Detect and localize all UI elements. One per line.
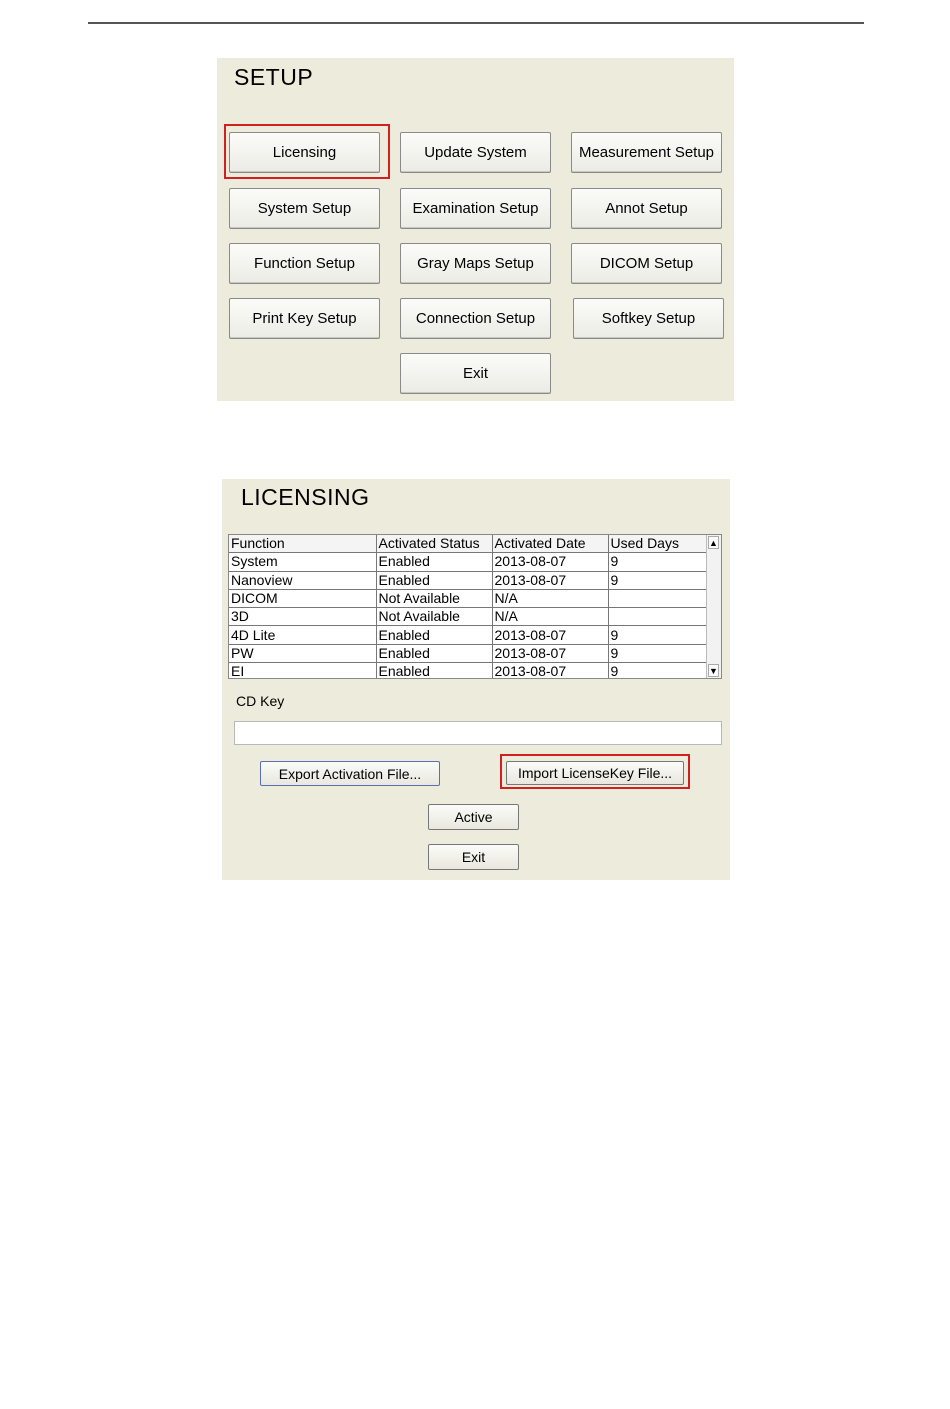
table-scrollbar[interactable] xyxy=(706,535,721,678)
scroll-up-arrow-icon[interactable]: ▲ xyxy=(709,538,718,548)
cell-status: Not Available xyxy=(376,589,492,607)
page-top-rule xyxy=(88,22,864,24)
column-header-activated-status: Activated Status xyxy=(376,535,492,553)
cell-used-days: 9 xyxy=(608,553,709,571)
cell-used-days: 9 xyxy=(608,663,709,679)
cell-used-days xyxy=(608,608,709,626)
annot-setup-button[interactable]: Annot Setup xyxy=(571,188,722,229)
table-row[interactable] xyxy=(229,644,709,662)
cell-date: N/A xyxy=(492,589,608,607)
table-row[interactable] xyxy=(229,626,709,644)
table-row[interactable] xyxy=(229,589,709,607)
gray-maps-setup-button[interactable]: Gray Maps Setup xyxy=(400,243,551,284)
measurement-setup-button[interactable]: Measurement Setup xyxy=(571,132,722,173)
license-table-header-row xyxy=(229,535,709,553)
table-row[interactable] xyxy=(229,663,709,679)
active-button[interactable]: Active xyxy=(428,804,519,830)
cell-function: DICOM xyxy=(229,589,376,607)
update-system-button[interactable]: Update System xyxy=(400,132,551,173)
scroll-down-arrow-icon[interactable]: ▼ xyxy=(709,666,718,676)
cell-status: Enabled xyxy=(376,553,492,571)
cell-status: Enabled xyxy=(376,626,492,644)
cell-function: PW xyxy=(229,644,376,662)
cell-used-days: 9 xyxy=(608,571,709,589)
cell-date: 2013-08-07 xyxy=(492,626,608,644)
system-setup-button[interactable]: System Setup xyxy=(229,188,380,229)
licensing-title: LICENSING xyxy=(241,484,370,510)
setup-exit-button[interactable]: Exit xyxy=(400,353,551,394)
cell-date: 2013-08-07 xyxy=(492,644,608,662)
column-header-function: Function xyxy=(229,535,376,553)
column-header-activated-date: Activated Date xyxy=(492,535,608,553)
cell-function: 4D Lite xyxy=(229,626,376,644)
licensing-button[interactable]: Licensing xyxy=(229,132,380,173)
function-setup-button[interactable]: Function Setup xyxy=(229,243,380,284)
connection-setup-button[interactable]: Connection Setup xyxy=(400,298,551,339)
cd-key-label: CD Key xyxy=(236,693,285,709)
cell-used-days xyxy=(608,589,709,607)
table-row[interactable] xyxy=(229,553,709,571)
print-key-setup-button[interactable]: Print Key Setup xyxy=(229,298,380,339)
cell-function: System xyxy=(229,553,376,571)
cell-used-days: 9 xyxy=(608,644,709,662)
cell-function: Nanoview xyxy=(229,571,376,589)
table-row[interactable] xyxy=(229,571,709,589)
cell-status: Enabled xyxy=(376,644,492,662)
cell-function: EI xyxy=(229,663,376,679)
dicom-setup-button[interactable]: DICOM Setup xyxy=(571,243,722,284)
cell-status: Enabled xyxy=(376,663,492,679)
cell-function: 3D xyxy=(229,608,376,626)
cell-date: N/A xyxy=(492,608,608,626)
column-header-used-days: Used Days xyxy=(608,535,709,553)
import-licensekey-file-button[interactable]: Import LicenseKey File... xyxy=(506,761,684,785)
cell-status: Enabled xyxy=(376,571,492,589)
setup-title: SETUP xyxy=(234,64,314,90)
softkey-setup-button[interactable]: Softkey Setup xyxy=(573,298,724,339)
cd-key-input[interactable] xyxy=(234,721,722,745)
cell-date: 2013-08-07 xyxy=(492,571,608,589)
examination-setup-button[interactable]: Examination Setup xyxy=(400,188,551,229)
export-activation-file-button[interactable]: Export Activation File... xyxy=(260,761,440,786)
license-table[interactable] xyxy=(228,534,722,679)
cell-status: Not Available xyxy=(376,608,492,626)
cell-date: 2013-08-07 xyxy=(492,553,608,571)
licensing-panel xyxy=(222,479,730,880)
licensing-exit-button[interactable]: Exit xyxy=(428,844,519,870)
cell-date: 2013-08-07 xyxy=(492,663,608,679)
table-row[interactable] xyxy=(229,608,709,626)
setup-panel xyxy=(217,58,734,401)
cell-used-days: 9 xyxy=(608,626,709,644)
